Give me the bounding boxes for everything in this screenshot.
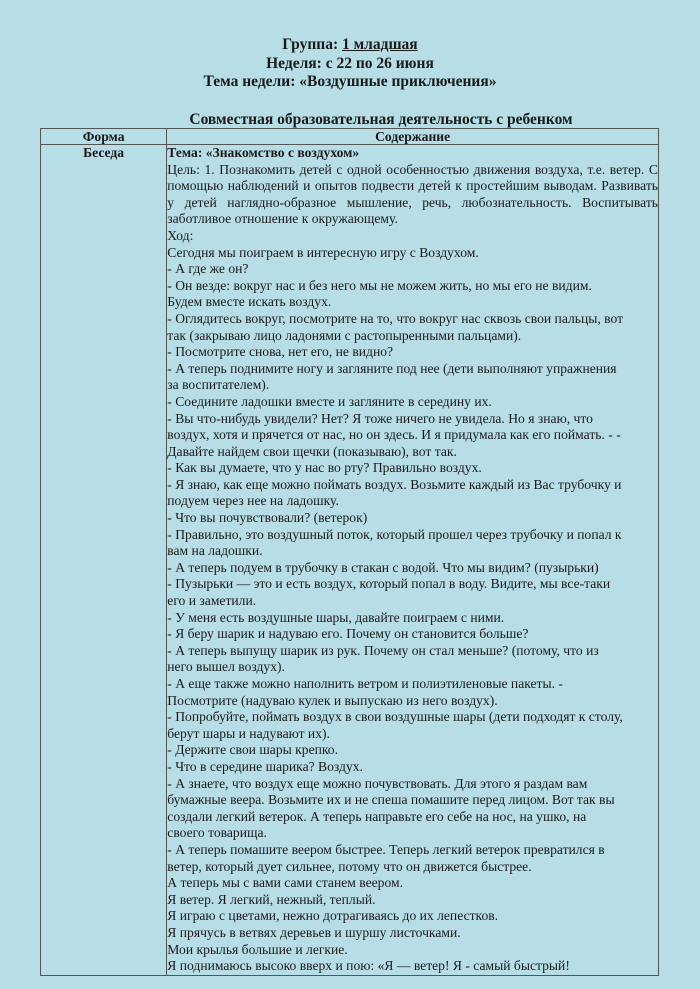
content-line: своего товарища. <box>167 825 267 841</box>
content-line: создали легкий ветерок. А теперь направьте его себе на нос, на ушко, на <box>167 808 587 824</box>
content-line: - А еще также можно наполнить ветром и полиэтиленовые пакеты. - <box>167 676 563 691</box>
content-line: - Он везде: вокруг нас и без него мы не можем жить, но мы его не видим. <box>167 277 592 293</box>
group-line <box>0 36 700 55</box>
table-header-row <box>41 129 659 145</box>
content-line: - Посмотрите снова, нет его, не видно? <box>167 344 394 360</box>
activity-table <box>40 128 659 976</box>
column-header-form: Форма <box>41 129 167 145</box>
content-line: - А теперь выпущу шарик из рук. Почему он стал меньше? (потому, что из <box>167 642 599 658</box>
content-cell <box>167 145 659 976</box>
content-line: Посмотрите (надуваю кулек и выпускаю из него воздух). <box>167 692 498 708</box>
content-line: - У меня есть воздушные шары, давайте поиграем с ними. <box>167 609 505 625</box>
content-line: - Что в середине шарика? Воздух. <box>167 758 363 774</box>
column-header-content: Содержание <box>167 129 659 145</box>
goal-paragraph: Цель: 1. Познакомить детей с одной особенностью движения воздуха, т.е. ветер. С помощью наблюдений и опытов подвести детей к простейшим выводам. Развивать у детей наглядно-образное мышление, речь, любознательность. Воспитывать заботливое отношение к окружающему. <box>167 161 658 227</box>
content-line: Давайте найдем свои щечки (показываю), вот так. <box>167 443 457 459</box>
content-line: - Что вы почувствовали? (ветерок) <box>167 510 368 526</box>
content-line: за воспитателем). <box>167 377 270 393</box>
topic-title: Тема: «Знакомство с воздухом» <box>167 145 360 160</box>
content-line: - Оглядитесь вокруг, посмотрите на то, что вокруг нас сквозь свои пальцы, вот <box>167 310 624 326</box>
content-line: воздух, хотя и прячется от нас, но он здесь. И я придумала как его поймать. - - <box>167 427 621 443</box>
content-line: подуем через нее на ладошку. <box>167 493 339 509</box>
group-value: 1 младшая <box>342 36 418 53</box>
content-line: Мои крылья большие и легкие. <box>167 941 348 957</box>
content-line: - Я знаю, как еще можно поймать воздух. Возьмите каждый из Вас трубочку и <box>167 476 622 492</box>
content-line: - А теперь поднимите ногу и загляните под нее (дети выполняют упражнения <box>167 360 617 376</box>
lesson-lines <box>167 228 658 975</box>
theme-line: Тема недели: «Воздушные приключения» <box>203 73 497 90</box>
content-line: вам на ладошки. <box>167 543 263 559</box>
content-line: - А теперь помашите веером быстрее. Теперь легкий ветерок превратился в <box>167 841 605 857</box>
content-line: - Пузырьки — это и есть воздух, который попал в воду. Видите, мы все-таки <box>167 576 611 592</box>
group-label: Группа: <box>282 36 342 53</box>
document-header <box>0 36 700 92</box>
content-line: него вышел воздух). <box>167 659 285 675</box>
form-cell: Беседа <box>41 145 167 976</box>
content-line: Я поднимаюсь высоко вверх и пою: «Я — ветер! Я - самый быстрый! <box>167 958 570 974</box>
content-line: Я прячусь в ветвях деревьев и шуршу листочками. <box>167 924 461 940</box>
content-line: Сегодня мы поиграем в интересную игру с Воздухом. <box>167 244 479 260</box>
content-line: - А теперь подуем в трубочку в стакан с водой. Что мы видим? (пузырьки) <box>167 559 599 575</box>
content-line: так (закрываю лицо ладонями с растопыренными пальцами). <box>167 327 522 343</box>
table-row <box>41 145 659 976</box>
content-line: - Я беру шарик и надуваю его. Почему он становится больше? <box>167 626 529 642</box>
content-line: - Вы что-нибудь увидели? Нет? Я тоже ничего не увидела. Но я знаю, что <box>167 410 593 426</box>
content-line: - А знаете, что воздух еще можно почувствовать. Для этого я раздам вам <box>167 775 588 791</box>
content-line: - Как вы думаете, что у нас во рту? Правильно воздух. <box>167 460 482 476</box>
content-line: берут шары и надувают их). <box>167 725 330 741</box>
content-line: ветер, который дует сильнее, потому что он движется быстрее. <box>167 858 532 874</box>
content-line: - Соедините ладошки вместе и загляните в середину их. <box>167 393 492 409</box>
content-line: - Попробуйте, поймать воздух в свои воздушные шары (дети подходят к столу, <box>167 709 623 725</box>
content-line: - А где же он? <box>167 261 249 277</box>
week-line: Неделя: с 22 по 26 июня <box>266 54 434 72</box>
content-line: Ход: <box>167 227 194 243</box>
content-line: - Держите свои шары крепко. <box>167 742 338 758</box>
content-line: А теперь мы с вами сами станем веером. <box>167 875 404 891</box>
content-line: бумажные веера. Возьмите их и не спеша помашите перед лицом. Вот так вы <box>167 792 615 808</box>
content-line: Я ветер. Я легкий, нежный, теплый. <box>167 891 376 907</box>
section-title: Совместная образовательная деятельность с ребенком <box>189 111 573 128</box>
content-line: Я играю с цветами, нежно дотрагиваясь до их лепестков. <box>167 908 499 924</box>
content-line: - Правильно, это воздушный поток, который прошел через трубочку и попал к <box>167 526 622 542</box>
content-line: Будем вместе искать воздух. <box>167 294 332 310</box>
content-line: его и заметили. <box>167 593 257 609</box>
